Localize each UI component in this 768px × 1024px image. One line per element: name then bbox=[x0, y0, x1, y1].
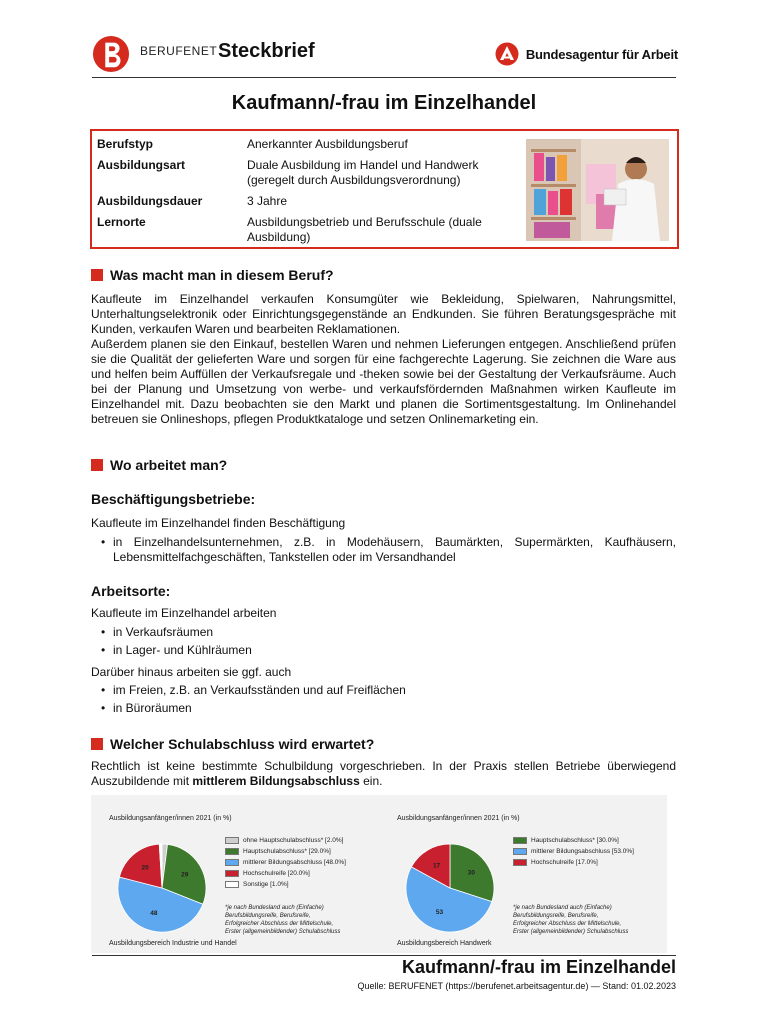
chart-1-slice-label: 29 bbox=[181, 871, 189, 879]
info-row bbox=[97, 194, 517, 215]
section-heading-was: Was macht man in diesem Beruf? bbox=[91, 267, 334, 283]
chart-1-legend-item bbox=[225, 870, 310, 877]
footer-source: Quelle: BERUFENET (https://berufenet.arbeitsagentur.de) — Stand: 01.02.2023 bbox=[357, 981, 676, 991]
info-label: Ausbildungsdauer bbox=[97, 194, 203, 208]
list-item: • in Büroräumen bbox=[101, 701, 676, 716]
legend-label: Hochschulreife [17.0%] bbox=[531, 859, 598, 866]
section-marker-icon bbox=[91, 269, 103, 281]
legend-label: Hochschulreife [20.0%] bbox=[243, 870, 310, 877]
info-label: Lernorte bbox=[97, 215, 146, 229]
info-value: Duale Ausbildung im Handel und Handwerk (geregelt durch Ausbildungsverordnung) bbox=[247, 158, 479, 187]
section-heading-wo: Wo arbeitet man? bbox=[91, 457, 227, 473]
list-item: • in Verkaufsräumen bbox=[101, 625, 676, 640]
info-box bbox=[90, 129, 679, 249]
section-heading-schule: Welcher Schulabschluss wird erwartet? bbox=[91, 736, 374, 752]
chart-2-slice-label: 17 bbox=[432, 862, 441, 870]
info-value: 3 Jahre bbox=[247, 194, 288, 208]
doc-type-label: Steckbrief bbox=[218, 40, 315, 62]
legend-swatch bbox=[225, 837, 239, 844]
footer-title: Kaufmann/-frau im Einzelhandel bbox=[401, 957, 676, 977]
legend-swatch bbox=[225, 870, 239, 877]
charts-panel bbox=[91, 795, 667, 953]
paragraph-schule: Rechtlich ist keine bestimmte Schulbildung vorgeschrieben. In der Praxis stellen Betriebe überwiegend Auszubildende mit mittlerem Bildungsabschluss ein. bbox=[91, 759, 676, 788]
agency-logo-icon bbox=[495, 42, 519, 66]
info-row bbox=[97, 158, 517, 194]
legend-swatch bbox=[513, 859, 527, 866]
chart-2-slice-label: 30 bbox=[467, 869, 475, 877]
berufenet-logo-icon bbox=[92, 35, 130, 73]
chart-1-legend-item bbox=[225, 848, 331, 855]
betriebe-intro: Kaufleute im Einzelhandel finden Beschäftigung bbox=[91, 516, 346, 530]
chart-2-pie bbox=[395, 843, 505, 933]
page-header bbox=[90, 32, 678, 76]
legend-swatch bbox=[225, 848, 239, 855]
berufenet-logo-text: BERUFENET bbox=[140, 44, 218, 58]
chart-1-slice-label: 48 bbox=[150, 910, 158, 918]
arbeitsorte-intro: Kaufleute im Einzelhandel arbeiten bbox=[91, 606, 277, 620]
info-value: Ausbildungsbetrieb und Berufsschule (duale Ausbildung) bbox=[247, 215, 482, 244]
chart-1-footer: Ausbildungsbereich Industrie und Handel bbox=[109, 940, 237, 947]
legend-swatch bbox=[513, 848, 527, 855]
footer-divider bbox=[92, 955, 676, 956]
legend-label: ohne Hauptschulabschluss* [2.0%] bbox=[243, 837, 344, 844]
chart-1-slice-label: 20 bbox=[141, 864, 149, 872]
subheading-arbeitsorte: Arbeitsorte: bbox=[91, 583, 171, 599]
chart-2-legend-item bbox=[513, 837, 619, 844]
info-table bbox=[97, 137, 517, 251]
legend-label: Sonstige [1.0%] bbox=[243, 881, 289, 888]
chart-1-title: Ausbildungsanfänger/innen 2021 (in %) bbox=[109, 815, 232, 822]
chart-1-pie bbox=[107, 843, 217, 933]
legend-label: mittlerer Bildungsabschluss [48.0%] bbox=[243, 859, 346, 866]
list-item: • in Einzelhandelsunternehmen, z.B. in Modehäusern, Baumärkten, Supermärkten, Kaufhäusern, Lebensmittelfachgeschäften, Tankstellen oder im Versandhandel bbox=[101, 535, 676, 565]
chart-2-slice-label: 53 bbox=[435, 909, 444, 917]
list-item: • im Freien, z.B. an Verkaufsständen und auf Freiflächen bbox=[101, 683, 676, 698]
subheading-betriebe: Beschäftigungsbetriebe: bbox=[91, 491, 256, 507]
list-item: • in Lager- und Kühlräumen bbox=[101, 643, 676, 658]
paragraph-details: Außerdem planen sie den Einkauf, bestellen Waren und nehmen Lieferungen entgegen. Anschließend prüfen sie die Qualität der gelieferten Ware und sorgen für eine fachgerechte Lagerung. Sie zeichnen die Ware aus und helfen beim Auffüllen der Verkaufsregale und -theken sowie bei der Gestaltung der Verkaufsräume. Auch bei der Planung und Umsetzung von werbe- und verkaufsfördernden Maßnahmen wirken Kaufleute im Einzelhandel mit. Dazu beobachten sie den Markt und planen die Sortimentsgestaltung. Im Onlinehandel betreuen sie Onlineshops, pflegen Produktkataloge und setzen Onlinemarketing ein. bbox=[91, 337, 676, 426]
info-label: Ausbildungsart bbox=[97, 158, 186, 172]
section-marker-icon bbox=[91, 459, 103, 471]
chart-1-legend-item bbox=[225, 881, 289, 888]
legend-swatch bbox=[225, 881, 239, 888]
info-row bbox=[97, 137, 517, 158]
occupation-photo bbox=[526, 139, 669, 241]
agency-logo bbox=[495, 42, 678, 66]
chart-1-legend-item bbox=[225, 837, 343, 844]
chart-2-legend-item bbox=[513, 848, 634, 855]
section-marker-icon bbox=[91, 738, 103, 750]
chart-1-footnote: *je nach Bundesland auch (Einfache) Berufsbildungsreife, Berufsreife, Erfolgreicher Abschluss der Mittelschule, Erster (allgemeinbildender) Schulabschluss bbox=[225, 905, 341, 935]
paragraph-intro: Kaufleute im Einzelhandel verkaufen Konsumgüter wie Bekleidung, Spielwaren, Nahrungsmittel, Unterhaltungselektronik oder Einrichtungsgegenstände an Endkunden. Sie führen Beratungsgespräche mit Kunden, verkaufen Waren und bearbeiten Reklamationen. bbox=[91, 292, 676, 336]
legend-label: Hauptschulabschluss* [29.0%] bbox=[243, 848, 331, 855]
legend-label: Hauptschulabschluss* [30.0%] bbox=[531, 837, 619, 844]
emphasis-mittlerer-abschluss: mittlerem Bildungsabschluss bbox=[192, 774, 360, 788]
legend-swatch bbox=[513, 837, 527, 844]
legend-swatch bbox=[225, 859, 239, 866]
chart-2-footnote: *je nach Bundesland auch (Einfache) Berufsbildungsreife, Berufsreife, Erfolgreicher Abschluss der Mittelschule, Erster (allgemeinbildender) Schulabschluss bbox=[513, 905, 629, 935]
legend-label: mittlerer Bildungsabschluss [53.0%] bbox=[531, 848, 634, 855]
chart-1-legend-item bbox=[225, 859, 346, 866]
agency-name: Bundesagentur für Arbeit bbox=[525, 46, 678, 62]
info-row bbox=[97, 215, 517, 251]
page-title: Kaufmann/-frau im Einzelhandel bbox=[231, 92, 537, 114]
chart-2-title: Ausbildungsanfänger/innen 2021 (in %) bbox=[397, 815, 520, 822]
chart-2-legend-item bbox=[513, 859, 598, 866]
info-label: Berufstyp bbox=[97, 137, 154, 151]
chart-2-footer: Ausbildungsbereich Handwerk bbox=[397, 940, 492, 947]
header-divider bbox=[92, 77, 676, 78]
info-value: Anerkannter Ausbildungsberuf bbox=[247, 137, 408, 151]
arbeitsorte-intro-2: Darüber hinaus arbeiten sie ggf. auch bbox=[91, 665, 292, 679]
